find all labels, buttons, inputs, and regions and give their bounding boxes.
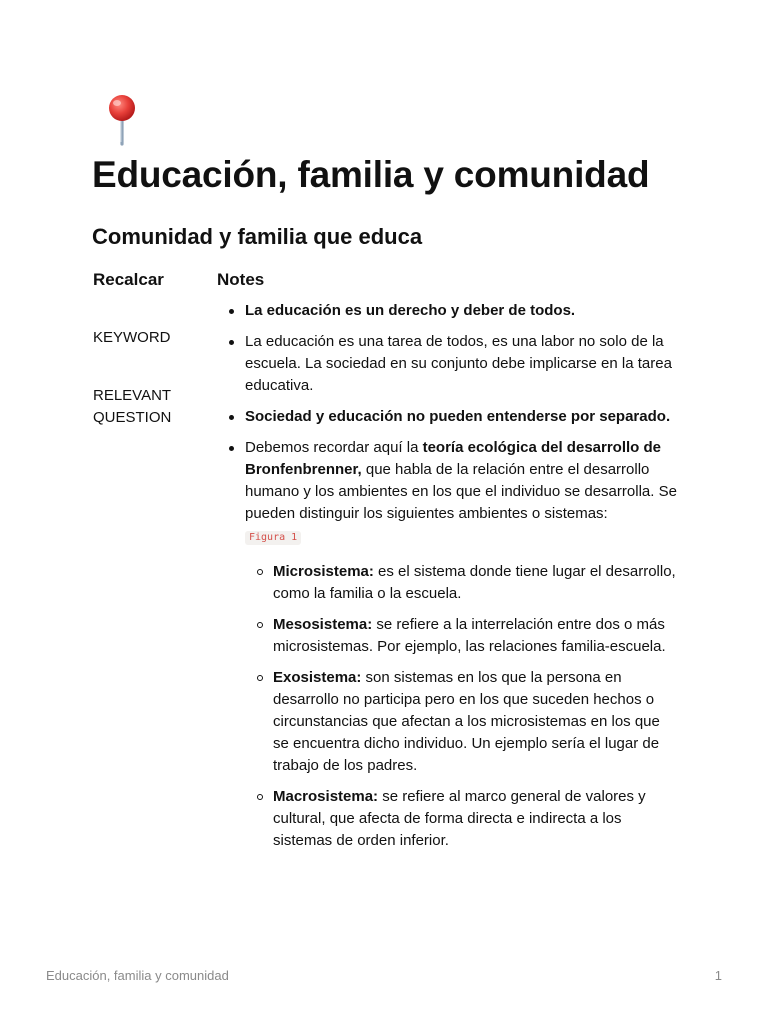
list-item [245,786,679,852]
note-text: Sociedad y educación no pueden entenderse por separado. [245,408,671,425]
relevant-question-label: RELEVANT QUESTION [93,387,172,426]
notes-column [217,268,679,861]
system-description: se refiere a la interrelación entre dos o más microsistemas. Por ejemplo, las relaciones familia-escuela. [273,616,666,655]
notes-list [217,300,679,852]
footer-page-number: 1 [714,968,722,983]
system-name: Mesosistema: [273,616,373,633]
note-text: La educación es un derecho y deber de todos. [245,302,576,319]
figure-reference-tag[interactable]: Figura 1 [245,531,301,545]
footer-document-title: Educación, familia y comunidad [46,968,229,983]
note-text-prefix: Debemos recordar aquí la [245,439,423,456]
systems-list [245,561,679,852]
notes-column-heading: Notes [217,270,265,289]
list-item [217,437,679,852]
system-name: Exosistema: [273,669,362,686]
keyword-label: KEYWORD [93,329,171,346]
list-item [245,667,679,777]
section-subtitle: Comunidad y familia que educa [92,224,423,249]
list-item [217,331,679,397]
system-description: son sistemas en los que la persona en desarrollo no participa pero en los que suceden hechos o circunstancias que afectan a los microsistemas en los que se encuentra dicho individuo. Un ejemplo sería el lugar de trabajo de los padres. [273,669,660,774]
author-name: Bronfenbrenner, [245,461,362,478]
cue-column [93,268,203,426]
list-item [245,561,679,605]
note-text: La educación es una tarea de todos, es una labor no solo de la escuela. La sociedad en su conjunto debe implicarse en la tarea educativa. [245,333,672,394]
note-text-rest: que habla de la relación entre el desarrollo humano y los ambientes en los que el individuo se desarrolla. Se pueden distinguir los siguientes ambientes o sistemas: [245,461,677,522]
system-name: Macrosistema: [273,788,379,805]
system-name: Microsistema: [273,563,374,580]
round-pushpin-icon [100,94,144,146]
cue-column-heading: Recalcar [93,270,164,289]
list-item [245,614,679,658]
system-description: se refiere al marco general de valores y cultural, que afecta de forma directa e indirecta a los sistemas de orden inferior. [273,788,646,849]
list-item [217,406,679,428]
theory-name: teoría ecológica del desarrollo de [422,439,662,456]
system-description: es el sistema donde tiene lugar el desarrollo, como la familia o la escuela. [273,563,676,602]
list-item [217,300,679,322]
page-title: Educación, familia y comunidad [92,154,650,195]
